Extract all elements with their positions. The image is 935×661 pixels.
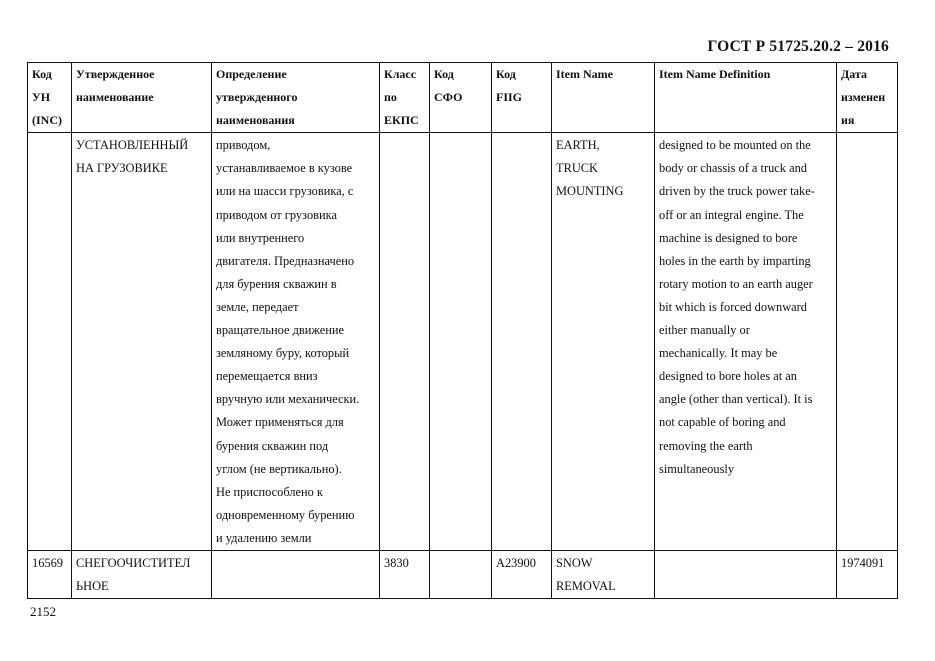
cell-sfo (430, 550, 492, 598)
cell-change-date: 1974091 (837, 550, 898, 598)
cell-change-date (837, 133, 898, 551)
header-sfo: Код СФО (430, 63, 492, 133)
standard-code: ГОСТ Р 51725.20.2 – 2016 (707, 38, 889, 55)
cell-definition: приводом, устанавливаемое в кузове или на шасси грузовика, с приводом от грузовика или внутреннего двигателя. Предназначено для бурения скважин в земле, передает вращательное движение земляному буру, который перемещается вниз вручную или механически. Может применяться для бурения скважин под углом (не вертикально). Не приспособлено к одновременному бурению и удалению земли (212, 133, 380, 551)
cell-item-name-definition: designed to be mounted on the body or chassis of a truck and driven by the truck power take- off or an integral engine. The machine is designed to bore holes in the earth by imparting rotary motion to an earth auger bit which is forced downward either manually or mechanically. It may be designed to bore holes at an angle (other than vertical). It is not capable of boring and removing the earth simultaneously (655, 133, 837, 551)
header-item-name-definition: Item Name Definition (655, 63, 837, 133)
header-definition: Определение утвержденного наименования (212, 63, 380, 133)
cell-class (380, 133, 430, 551)
cell-item-name: SNOW REMOVAL (552, 550, 655, 598)
table-header-row (28, 63, 898, 133)
cell-item-name-definition (655, 550, 837, 598)
page-number: 2152 (30, 604, 56, 619)
header-item-name: Item Name (552, 63, 655, 133)
cell-class: 3830 (380, 550, 430, 598)
cell-sfo (430, 133, 492, 551)
cell-inc (28, 133, 72, 551)
cell-approved-name: УСТАНОВЛЕННЫЙ НА ГРУЗОВИКЕ (72, 133, 212, 551)
cell-fiig (492, 133, 552, 551)
cell-inc: 16569 (28, 550, 72, 598)
cell-item-name: EARTH, TRUCK MOUNTING (552, 133, 655, 551)
header-fiig: Код FIIG (492, 63, 552, 133)
catalog-table (27, 62, 898, 599)
header-change-date: Дата изменен ия (837, 63, 898, 133)
cell-fiig: A23900 (492, 550, 552, 598)
header-class: Класс по ЕКПС (380, 63, 430, 133)
table-row (28, 133, 898, 551)
header-inc: Код УН (INC) (28, 63, 72, 133)
table-row (28, 550, 898, 598)
cell-definition (212, 550, 380, 598)
header-approved-name: Утвержденное наименование (72, 63, 212, 133)
cell-approved-name: СНЕГООЧИСТИТЕЛ ЬНОЕ (72, 550, 212, 598)
